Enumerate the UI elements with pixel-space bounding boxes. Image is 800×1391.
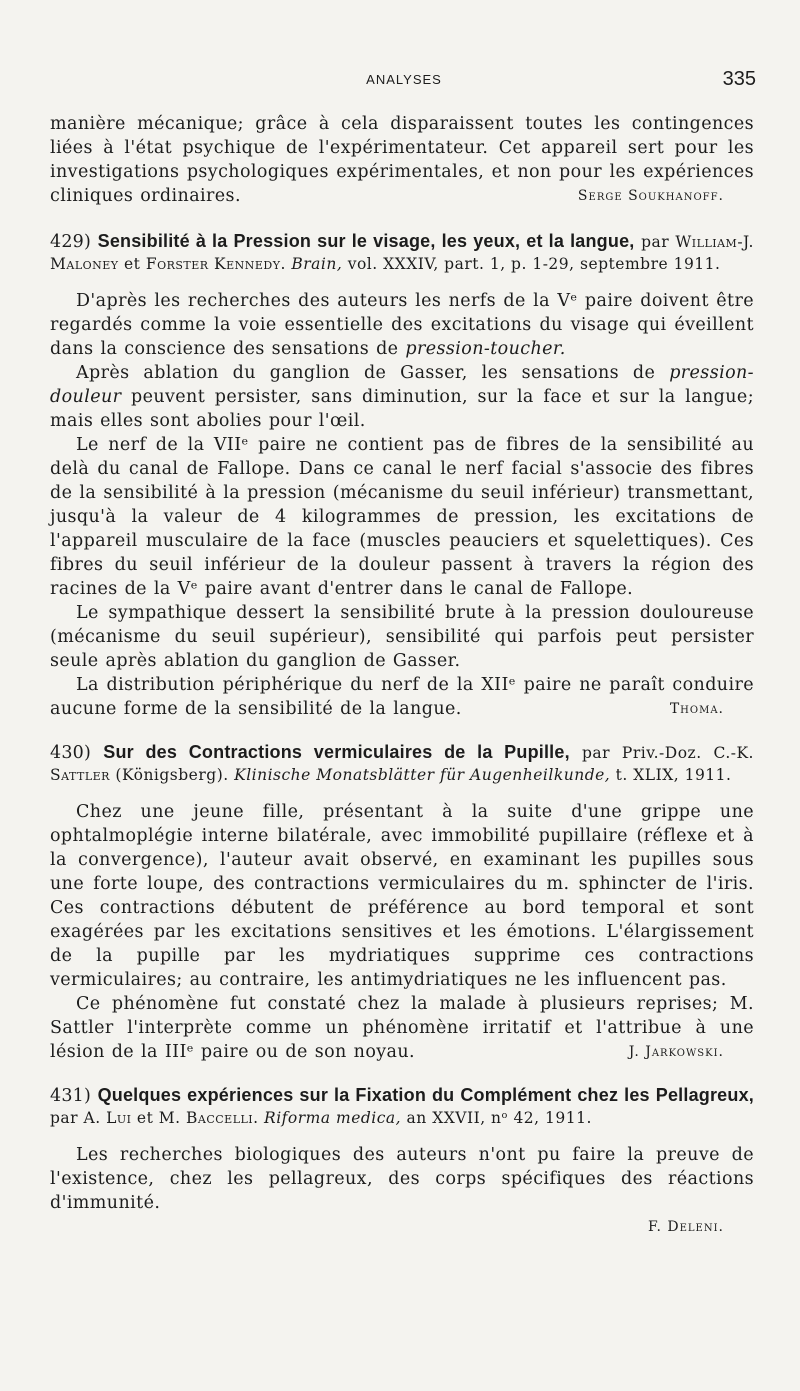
paragraph: Chez une jeune fille, présentant à la suite d'une grippe une ophtalmoplégie interne bilatérale, avec immobilité pupillaire (réflexe et à la convergence), l'auteur avait observé, en examinant les pupilles sous une forte loupe, des contractions vermiculaires du m. sphincter de l'iris. Ces contractions débutent de préférence au bord temporal et sont exagérées par les excitations sensitives et les émotions. L'élargissement de la pupille par les mydriatiques supprime ces contractions vermiculaires; au contraire, les antimydriatiques ne les influencent pas. <box>50 802 754 990</box>
author: Baccelli. <box>186 1109 259 1127</box>
signature-soukhanoff: Serge Soukhanoff. <box>577 188 724 204</box>
signature-deleni: F. Deleni. <box>647 1219 724 1235</box>
paragraph <box>50 361 754 433</box>
journal-name: Brain, <box>291 255 343 273</box>
paragraph: La distribution périphérique du nerf de la XIIᵉ paire ne paraît conduire aucune forme de la sensibilité de la langue. <box>50 675 754 719</box>
section-title: Sensibilité à la Pression sur le visage, les yeux, et la langue, <box>97 231 635 251</box>
section-number: 429) <box>50 232 92 252</box>
intro-paragraph: manière mécanique; grâce à cela disparaissent toutes les contingences liées à l'état psychique de l'expérimentateur. Cet appareil sert pour les investigations psychologiques expérimentales, et non pour les expériences cliniques ordinaires. <box>50 114 754 206</box>
author: Sattler <box>50 766 110 784</box>
conjunction: et M. <box>136 1109 181 1127</box>
author: Forster Kennedy. <box>145 255 286 273</box>
paragraph <box>50 289 754 361</box>
signature-jarkowski: J. Jarkowski. <box>628 1044 724 1060</box>
place: (Königsberg). <box>115 766 229 784</box>
section-430-heading <box>50 741 754 786</box>
section-429-heading <box>50 230 754 275</box>
by-label: par A. <box>50 1109 101 1127</box>
paragraph: Les recherches biologiques des auteurs n'ont pu faire la preuve de l'existence, chez les pellagreux, des corps spécifiques des réactions d'immunité. <box>50 1145 754 1213</box>
section-429-body <box>50 289 754 721</box>
reference: t. XLIX, 1911. <box>615 766 732 784</box>
signature-thoma: Thoma. <box>669 701 724 717</box>
by-label: par Priv.-Doz. C.-K. <box>581 744 754 762</box>
paragraph: Le sympathique dessert la sensibilité brute à la pression douloureuse (mécanisme du seuil supérieur), sensibilité qui parfois peut persister seule après ablation du ganglion de Gasser. <box>50 603 754 671</box>
section-number: 431) <box>50 1086 92 1106</box>
author: Lui <box>106 1109 132 1127</box>
page-header <box>52 68 756 94</box>
section-431-body <box>50 1143 754 1239</box>
journal-name: Riforma medica, <box>264 1109 402 1127</box>
italic-term: pression-douleur <box>50 363 754 407</box>
section-431-heading <box>50 1084 754 1129</box>
page-content <box>50 112 754 1239</box>
paragraph-text: peuvent persister, sans diminution, sur la face et sur la langue; mais elles sont abolies pour l'œil. <box>50 387 754 431</box>
italic-term: pression-toucher. <box>405 339 566 359</box>
page-number: 335 <box>722 68 756 90</box>
bibliography <box>50 1109 592 1127</box>
journal-name: Klinische Monatsblätter für Augenheilkunde, <box>234 766 611 784</box>
section-number: 430) <box>50 743 92 763</box>
reference: vol. XXXIV, part. 1, p. 1-29, septembre 1911. <box>347 255 721 273</box>
paragraph: Ce phénomène fut constaté chez la malade à plusieurs reprises; M. Sattler l'interprète comme un phénomène irritatif et l'attribue à une lésion de la IIIᵉ paire ou de son noyau. <box>50 994 754 1062</box>
paragraph-text: D'après les recherches des auteurs les nerfs de la Vᵉ paire doivent être regardés comme la voie essentielle des excitations du visage qui éveillent dans la conscience des sensations de <box>50 291 754 359</box>
section-title: Sur des Contractions vermiculaires de la Pupille, <box>103 742 570 762</box>
reference: an XXVII, nᵒ 42, 1911. <box>406 1109 592 1127</box>
paragraph-text: Après ablation du ganglion de Gasser, les sensations de <box>76 363 656 383</box>
author: William-J. Maloney <box>50 233 754 273</box>
by-label: par <box>641 233 670 251</box>
section-430-body <box>50 800 754 1064</box>
running-title: ANALYSES <box>366 72 442 87</box>
conjunction: et <box>124 255 141 273</box>
section-title: Quelques expériences sur la Fixation du Complément chez les Pellagreux, <box>97 1085 754 1105</box>
paragraph: Le nerf de la VIIᵉ paire ne contient pas de fibres de la sensibilité au delà du canal de Fallope. Dans ce canal le nerf facial s'associe des fibres de la sensibilité à la pression (mécanisme du seuil inférieur) transmettant, jusqu'à la valeur de 4 kilogrammes de pression, les excitations de l'appareil musculaire de la face (muscles peauciers et squelettiques). Ces fibres du seuil inférieur de la douleur passent à travers la région des racines de la Vᵉ paire avant d'entrer dans le canal de Fallope. <box>50 435 754 599</box>
